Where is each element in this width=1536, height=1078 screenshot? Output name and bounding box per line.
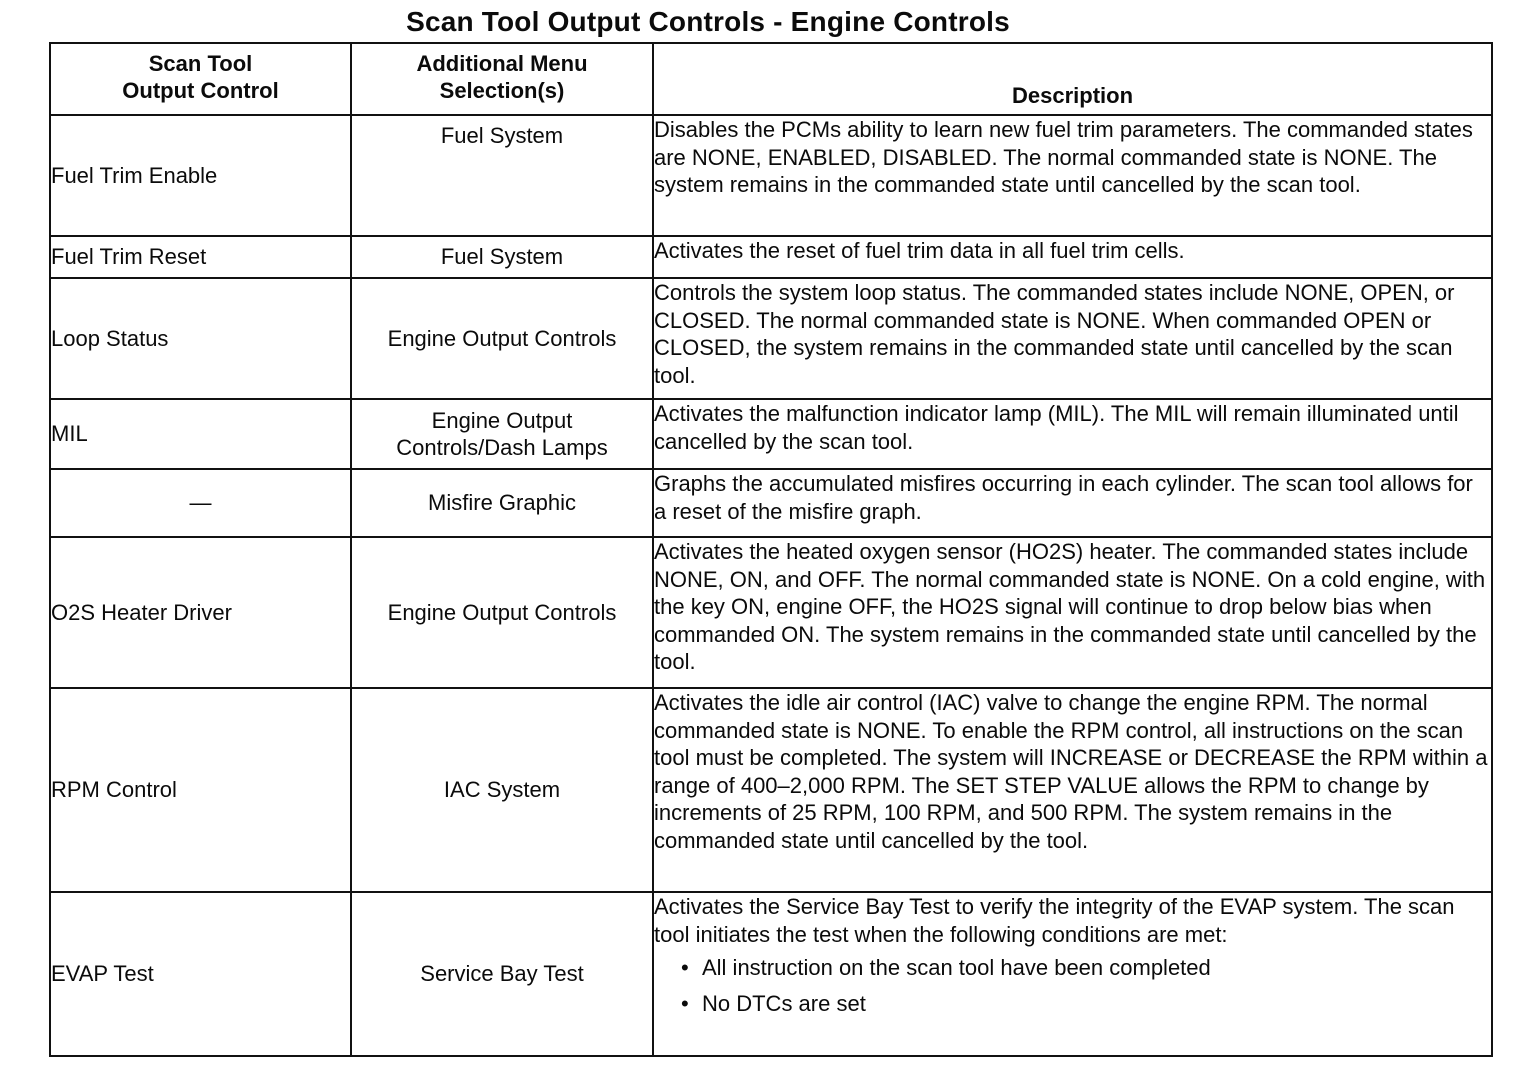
output-control-cell: MIL [50,399,351,469]
page-title: Scan Tool Output Controls - Engine Controls [406,6,1010,37]
table-row [50,892,1492,1056]
output-control-cell: Fuel Trim Enable [50,115,351,236]
list-item-text: No DTCs are set [702,990,866,1016]
output-control-cell: RPM Control [50,688,351,892]
table-row [50,469,1492,537]
table-row [50,537,1492,688]
header-description: Description [653,43,1492,115]
menu-selection-cell: Service Bay Test [351,892,653,1056]
menu-selection-cell: Engine Output Controls [351,537,653,688]
description-cell [653,892,1492,1056]
table-row [50,278,1492,399]
menu-selection-cell: Engine Output Controls [351,278,653,399]
header-row [50,43,1492,115]
description-cell: Activates the heated oxygen sensor (HO2S) heater. The commanded states include NONE, ON, and OFF. The normal commanded state is NONE. On a cold engine, with the key ON, engine OFF, the HO2S signal will continue to drop below bias when commanded ON. The system remains in the commanded state until cancelled by the tool. [653,537,1492,688]
header-output-control-text: Scan Tool Output Control [122,51,279,103]
list-item [678,954,1491,982]
output-control-cell: Fuel Trim Reset [50,236,351,278]
table-row [50,688,1492,892]
menu-selection-cell: IAC System [351,688,653,892]
bullet-icon: • [681,955,689,980]
list-item-text: All instruction on the scan tool have been completed [702,955,1211,980]
condition-list [654,954,1491,1017]
menu-selection-text: Engine Output Controls/Dash Lamps [396,407,608,460]
menu-selection-cell: Misfire Graphic [351,469,653,537]
output-control-cell: O2S Heater Driver [50,537,351,688]
description-cell: Activates the idle air control (IAC) valve to change the engine RPM. The normal commanded state is NONE. To enable the RPM control, all instructions on the scan tool must be completed. The system will INCREASE or DECREASE the RPM within a range of 400–2,000 RPM. The SET STEP VALUE allows the RPM to change by increments of 25 RPM, 100 RPM, and 500 RPM. The system remains in the commanded state until cancelled by the tool. [653,688,1492,892]
bullet-icon: • [681,990,689,1016]
table-row [50,399,1492,469]
header-output-control [50,43,351,115]
description-cell: Disables the PCMs ability to learn new fuel trim parameters. The commanded states are NONE, ENABLED, DISABLED. The normal commanded state is NONE. The system remains in the commanded state until cancelled by the scan tool. [653,115,1492,236]
output-controls-table [49,42,1493,1057]
output-control-cell: Loop Status [50,278,351,399]
description-cell: Activates the malfunction indicator lamp (MIL). The MIL will remain illuminated until cancelled by the scan tool. [653,399,1492,469]
list-item [678,990,1491,1018]
output-control-cell: EVAP Test [50,892,351,1056]
menu-selection-cell: Fuel System [351,236,653,278]
table-row [50,115,1492,236]
description-cell: Controls the system loop status. The commanded states include NONE, OPEN, or CLOSED. The normal commanded state is NONE. When commanded OPEN or CLOSED, the system remains in the commanded state until cancelled by the scan tool. [653,278,1492,399]
header-menu-selection-text: Additional Menu Selection(s) [416,51,588,103]
description-cell: Graphs the accumulated misfires occurring in each cylinder. The scan tool allows for a reset of the misfire graph. [653,469,1492,537]
menu-selection-cell [351,399,653,469]
description-cell: Activates the reset of fuel trim data in all fuel trim cells. [653,236,1492,278]
output-control-cell: — [50,469,351,537]
description-text: Activates the Service Bay Test to verify the integrity of the EVAP system. The scan tool initiates the test when the following conditions are met: [654,894,1455,947]
table-row [50,236,1492,278]
header-menu-selection [351,43,653,115]
menu-selection-cell: Fuel System [351,115,653,236]
